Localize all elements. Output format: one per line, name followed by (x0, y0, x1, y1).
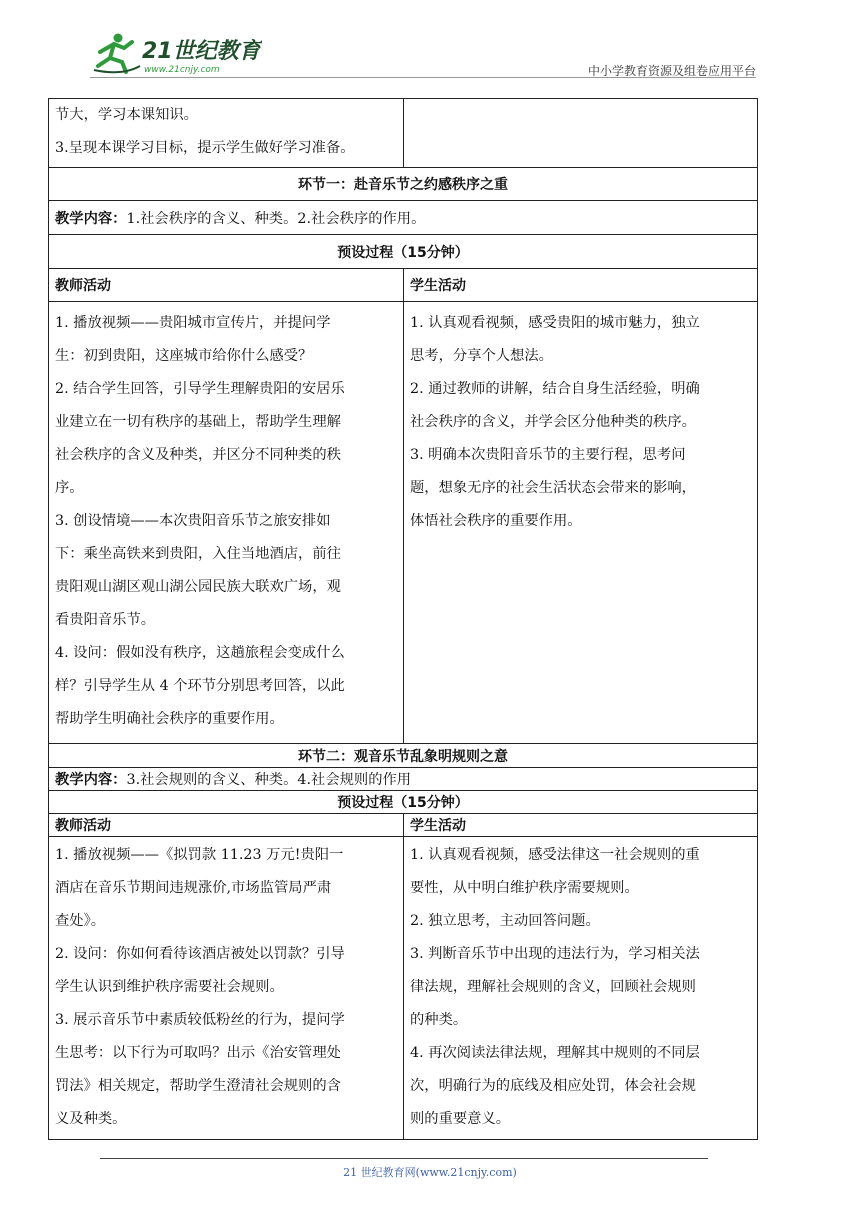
text-line: 生思考：以下行为可取吗？出示《治安管理处 (55, 1045, 341, 1061)
section1-header-row (49, 269, 758, 302)
text-line: 思考，分享个人想法。 (410, 348, 553, 364)
text-line: 节大，学习本课知识。 (55, 107, 198, 123)
text-line: 看贵阳音乐节。 (55, 612, 156, 628)
section2-content (49, 768, 758, 791)
page-header (0, 0, 860, 90)
footer-divider (100, 1158, 708, 1159)
section2-title: 环节二：观音乐节乱象明规则之意 (49, 744, 758, 768)
text-line: 2. 设问：你如何看待该酒店被处以罚款？引导 (55, 946, 345, 962)
section1-activity-row (49, 302, 758, 744)
section1-title-row (49, 168, 758, 201)
text-line: 序。 (55, 480, 84, 496)
section2-header-row (49, 814, 758, 837)
text-line: 3.呈现本课学习目标，提示学生做好学习准备。 (55, 140, 355, 156)
section2-content-row (49, 768, 758, 791)
text-line: 1. 播放视频——贵阳城市宣传片，并提问学 (55, 315, 331, 331)
section1-content-row (49, 201, 758, 235)
platform-name: 中小学教育资源及组卷应用平台 (587, 64, 756, 78)
runner-logo-icon (92, 30, 262, 78)
section1-student-cell (404, 302, 758, 744)
text-line: 3. 判断音乐节中出现的违法行为，学习相关法 (410, 946, 700, 962)
lesson-plan-table (48, 98, 758, 1140)
text-line: 3. 展示音乐节中素质较低粉丝的行为，提问学 (55, 1012, 345, 1028)
text-line: 次，明确行为的底线及相应处罚，体会社会规 (410, 1078, 696, 1094)
section2-title-row (49, 744, 758, 768)
text-line: 4. 设问：假如没有秩序，这趟旅程会变成什么 (55, 645, 345, 661)
text-line: 要性，从中明白维护秩序需要规则。 (410, 880, 639, 896)
section2-activity-row (49, 837, 758, 1140)
text-line: 业建立在一切有秩序的基础上，帮助学生理解 (55, 414, 341, 430)
text-line: 查处》。 (55, 913, 106, 929)
teacher-activity-header: 教师活动 (49, 269, 404, 302)
continued-row (49, 99, 758, 168)
text-line: 学生认识到维护秩序需要社会规则。 (55, 979, 284, 995)
text-line: 2. 独立思考，主动回答问题。 (410, 913, 600, 929)
site-logo[interactable] (92, 30, 262, 78)
logo-text: 21世纪教育 (142, 39, 261, 64)
text-line: 样？引导学生从 4 个环节分别思考回答，以此 (55, 678, 345, 694)
teacher-activity-header: 教师活动 (49, 814, 404, 837)
content-text: 3.社会规则的含义、种类。4.社会规则的作用 (126, 772, 412, 788)
text-line: 则的重要意义。 (410, 1111, 511, 1127)
text-line: 酒店在音乐节期间违规涨价,市场监管局严肃 (55, 880, 332, 896)
text-line: 3. 创设情境——本次贵阳音乐节之旅安排如 (55, 513, 331, 529)
text-line: 1. 播放视频——《拟罚款 11.23 万元!贵阳一 (55, 847, 344, 863)
logo-url: www.21cnjy.com (144, 65, 220, 75)
text-line: 1. 认真观看视频，感受贵阳的城市魅力，独立 (410, 315, 700, 331)
content-text: 1.社会秩序的含义、种类。2.社会秩序的作用。 (126, 210, 426, 227)
text-line: 贵阳观山湖区观山湖公园民族大联欢广场，观 (55, 579, 341, 595)
section1-teacher-cell (49, 302, 404, 744)
section1-content (49, 201, 758, 235)
section1-process-row (49, 235, 758, 269)
text-line: 题，想象无序的社会生活状态会带来的影响， (410, 480, 696, 496)
text-line: 生：初到贵阳，这座城市给你什么感受？ (55, 348, 313, 364)
header-divider (90, 77, 756, 78)
text-line: 4. 再次阅读法律法规，理解其中规则的不同层 (410, 1045, 700, 1061)
section1-title: 环节一：赴音乐节之约感秩序之重 (49, 168, 758, 201)
footer-link[interactable]: 21 世纪教育网(www.21cnjy.com) (343, 1166, 517, 1179)
text-line: 下：乘坐高铁来到贵阳，入住当地酒店，前往 (55, 546, 341, 562)
text-line: 2. 通过教师的讲解，结合自身生活经验，明确 (410, 381, 700, 397)
text-line: 社会秩序的含义及种类，并区分不同种类的秩 (55, 447, 341, 463)
section2-teacher-cell (49, 837, 404, 1140)
text-line: 社会秩序的含义，并学会区分他种类的秩序。 (410, 414, 696, 430)
continued-right-cell (404, 99, 758, 168)
text-line: 罚法》相关规定，帮助学生澄清社会规则的含 (55, 1078, 341, 1094)
text-line: 体悟社会秩序的重要作用。 (410, 513, 582, 529)
text-line: 义及种类。 (55, 1111, 127, 1127)
text-line: 2. 结合学生回答，引导学生理解贵阳的安居乐 (55, 381, 345, 397)
section2-process: 预设过程（15分钟） (49, 791, 758, 814)
student-activity-header: 学生活动 (404, 269, 758, 302)
section1-process: 预设过程（15分钟） (49, 235, 758, 269)
continued-left-cell (49, 99, 404, 168)
text-line: 的种类。 (410, 1012, 468, 1028)
student-activity-header: 学生活动 (404, 814, 758, 837)
text-line: 律法规，理解社会规则的含义，回顾社会规则 (410, 979, 696, 995)
content-label: 教学内容： (55, 772, 127, 788)
text-line: 3. 明确本次贵阳音乐节的主要行程，思考问 (410, 447, 686, 463)
section2-student-cell (404, 837, 758, 1140)
text-line: 1. 认真观看视频，感受法律这一社会规则的重 (410, 847, 700, 863)
text-line: 帮助学生明确社会秩序的重要作用。 (55, 711, 284, 727)
content-label: 教学内容： (55, 210, 127, 227)
section2-process-row (49, 791, 758, 814)
